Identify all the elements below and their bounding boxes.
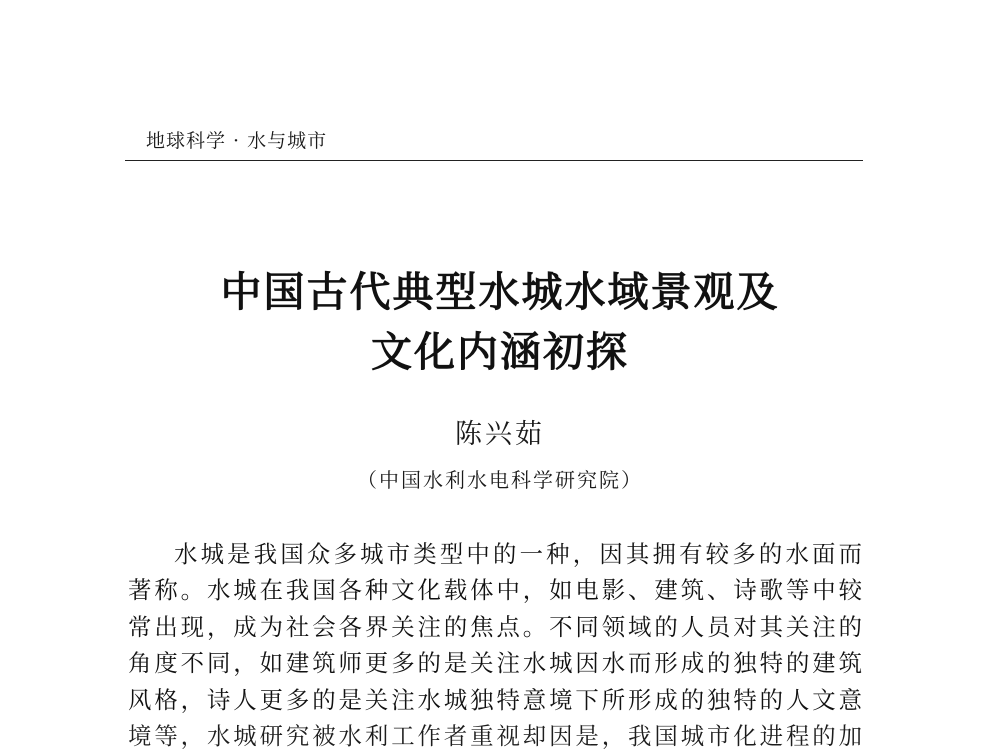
body-line: 风格，诗人更多的是关注水城独特意境下所形成的独特的人文意 [128,685,862,714]
body-line-cropped: 境等，水城研究被水利工作者重视却因是，我国城市化进程的加 [128,721,862,750]
header-rule [125,160,863,161]
article-title [0,262,1000,382]
article-title-line-2: 文化内涵初探 [371,328,629,376]
body-line: 角度不同，如建筑师更多的是关注水城因水而形成的独特的建筑 [128,649,862,678]
article-title-line-1: 中国古代典型水城水域景观及 [220,268,780,316]
author-affiliation: （中国水利水电科学研究院） [357,468,643,492]
body-paragraph [128,536,862,751]
author-name: 陈兴茹 [455,419,545,450]
running-header: 地球科学 · 水与城市 [146,130,328,152]
body-line: 水城是我国众多城市类型中的一种，因其拥有较多的水面而 [174,540,862,568]
body-line: 常出现，成为社会各界关注的焦点。不同领域的人员对其关注的 [128,612,862,641]
body-line: 著称。水城在我国各种文化载体中，如电影、建筑、诗歌等中较 [128,576,862,605]
